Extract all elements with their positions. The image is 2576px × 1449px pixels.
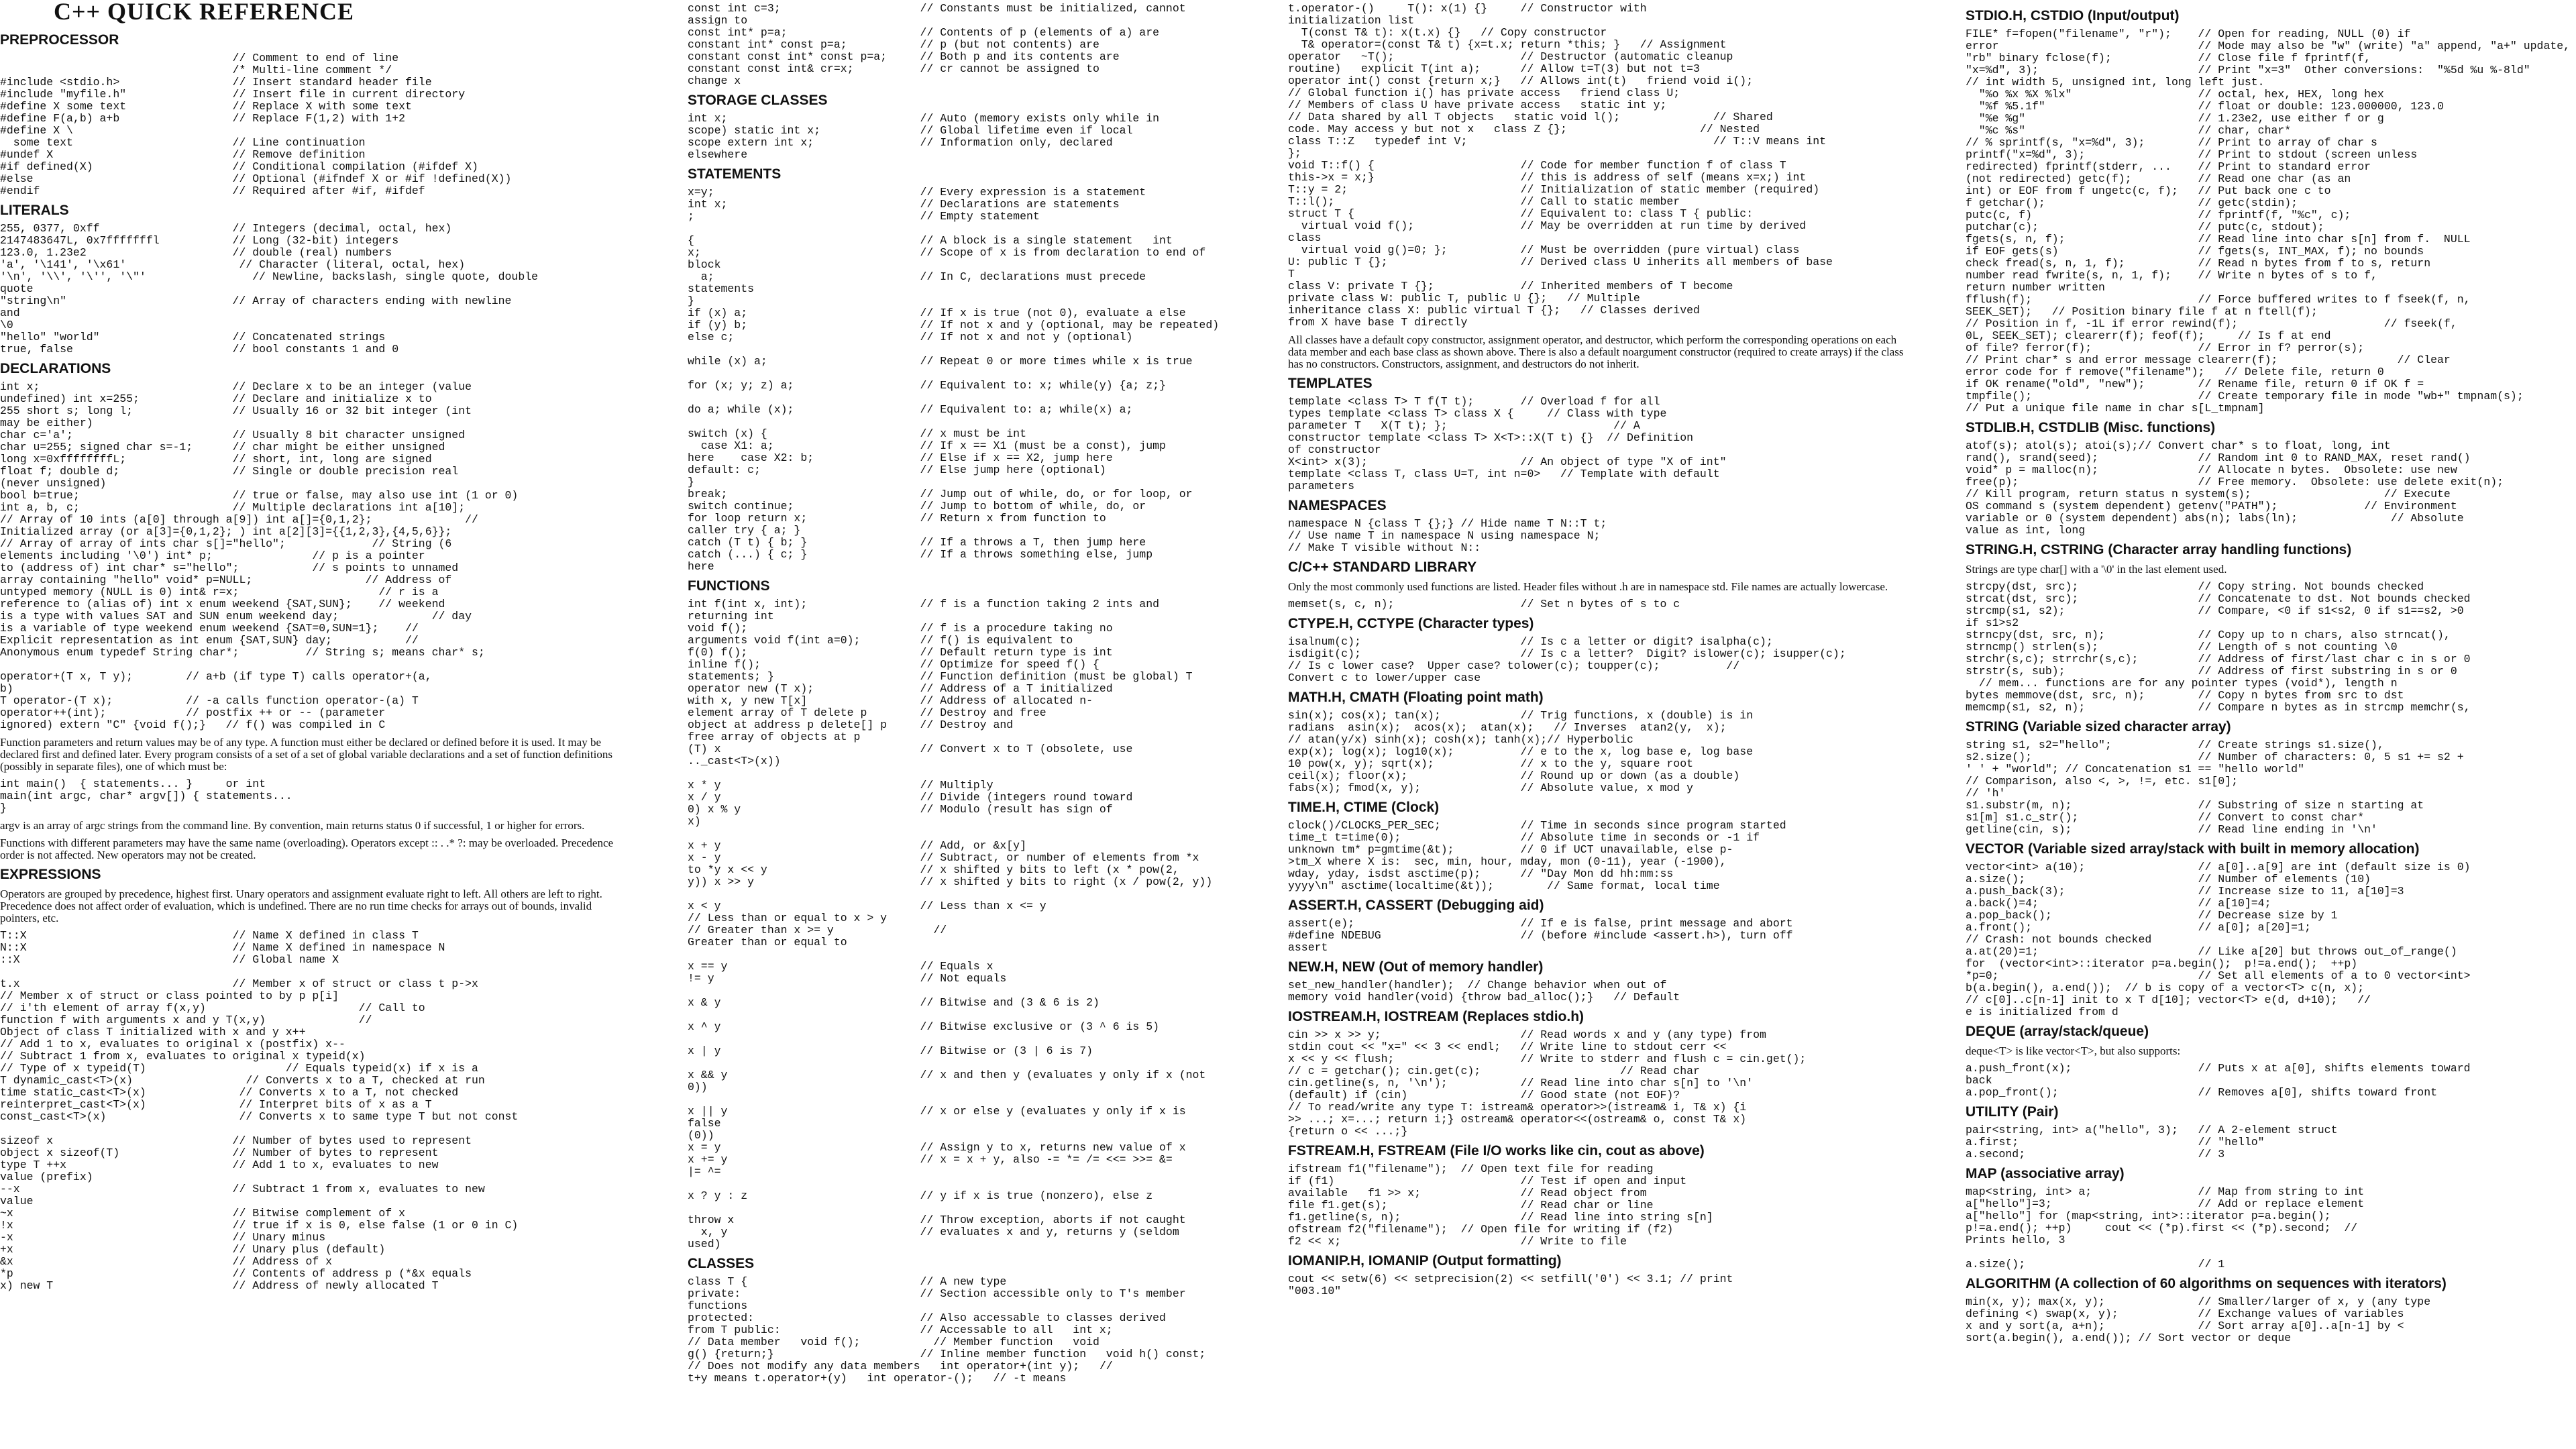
section-heading: NAMESPACES	[1288, 498, 1387, 513]
reference-section	[1966, 420, 2573, 537]
reference-section	[688, 166, 1305, 573]
reference-section	[1288, 690, 1905, 794]
section-heading: STRING (Variable sized character array)	[1966, 719, 2231, 735]
section-heading: IOSTREAM.H, IOSTREAM (Replaces stdio.h)	[1288, 1009, 1585, 1024]
section-heading: STATEMENTS	[688, 166, 782, 182]
reference-section	[688, 1256, 1305, 1385]
prose-paragraph: Functions with different parameters may have the same name (overloading). Operators except :: . .* ?: may be overloaded. Precedence order is not affected. New operators may not be created.	[0, 837, 614, 861]
code-block: a.push_front(x); // Puts x at a[0], shifts elements toward back a.pop_front(); // Removes a[0], shifts toward front	[1966, 1062, 2471, 1099]
code-block: min(x, y); max(x, y); // Smaller/larger of x, y (any type defining <) swap(x, y); // Exchange values of variables x and y sort(a, a+n); // Sort array a[0]..a[n-1] by < sort(a.begin(), a.end()); // Sort vector or deque	[1966, 1295, 2431, 1344]
code-block: template <class T> T f(T t); // Overload f for all types template <class T> class X { // Class with type parameter T X(T t); }; // A constructor template <class T> X<T>::X(T t) {} // Definition of constructor X<int> x(3); // An object of type "X of int" template <class T, class U=T, int n=0> // Template with default parameters	[1288, 395, 1727, 492]
reference-section	[1288, 3, 1905, 370]
section-heading: MATH.H, CMATH (Floating point math)	[1288, 690, 1544, 705]
code-block: 255, 0377, 0xff // Integers (decimal, octal, hex) 2147483647L, 0x7fffffffl // Long (32-bit) integers 123.0, 1.23e2 // double (real) numbers 'a', '\141', '\x61' // Character (literal, octal, hex) '\n', '\\', '\'', '\"' // Newline, backslash, single quote, double quote "string\n" // Array of characters ending with newline and \0 "hello" "world" // Concatenated strings true, false // bool constants 1 and 0	[0, 222, 539, 356]
prose-paragraph: Function parameters and return values may be of any type. A function must either be declared or defined before it is used. It may be declared first and defined later. Every program consists of a set of a set of global variable declarations and a set of function definitions (possibly in separate files), one of which must be:	[0, 736, 612, 773]
code-block: assert(e); // If e is false, print message and abort #define NDEBUG // (before #include <assert.h>), turn off assert	[1288, 917, 1793, 954]
code-block: memset(s, c, n); // Set n bytes of s to c	[1288, 598, 1680, 610]
section-heading: STRING.H, CSTRING (Character array handling functions)	[1966, 542, 2352, 557]
code-block: vector<int> a(10); // a[0]..a[9] are int (default size is 0) a.size(); // Number of elements (10) a.push_back(3); // Increase size to 11, a[10]=3 a.back()=4; // a[10]=4; a.pop_back(); // Decrease size by 1 a.front(); // a[0]; a[20]=1; // Crash: not bounds checked a.at(20)=1; // Like a[20] but throws out_of_range() for (vector<int>::iterator p=a.begin(); p!=a.end(); ++p) *p=0; // Set all elements of a to 0 vector<int> b(a.begin(), a.end()); // b is copy of a vector<T> c(n, x); // c[0]..c[n-1] init to x T d[10]; vector<T> e(d, d+10); // e is initialized from d	[1966, 861, 2471, 1018]
prose-paragraph: All classes have a default copy constructor, assignment operator, and destructor, which perform the corresponding operations on each data member and each base class as shown above. There is also a default noargument constructor (required to create arrays) if the class has no constructors. Constructors, assignment, and destructors do not inherit.	[1288, 333, 1904, 370]
section-heading: ALGORITHM (A collection of 60 algorithms on sequences with iterators)	[1966, 1276, 2447, 1291]
code-block: t.operator-() T(): x(1) {} // Constructor with initialization list T(const T& t): x(t.x) {} // Copy constructor T& operator=(const T& t) {x=t.x; return *this; } // Assignment operator ~T(); // Destructor (automatic cleanup routine) explicit T(int a); // Allow t=T(3) but not t=3 operator int() const {return x;} // Allows int(t) friend void i(); // Global function i() has private access friend class U; // Members of class U have private access static int y; // Data shared by all T objects static void l(); // Shared code. May access y but not x class Z {}; // Nested class T::Z typedef int V; // T::V means int }; void T::f() { // Code for member function f of class T this->x = x;} // this is address of self (means x=x;) int T::y = 2; // Initialization of static member (required) T::l(); // Call to static member struct T { // Equivalent to: class T { public: virtual void f(); // May be overridden at run time by derived class virtual void g()=0; }; // Must be overridden (pure virtual) class U: public T {}; // Derived class U inherits all members of base T class V: private T {}; // Inherited members of T become private class W: public T, public U {}; // Multiple inheritance class X: public virtual T {}; // Classes derived from X have base T directly	[1288, 3, 1833, 329]
prose-paragraph: Operators are grouped by precedence, highest first. Unary operators and assignment evaluate right to left. All others are left to right. Precedence does not affect order of evaluation, which is undefined. There are no run time checks for arrays out of bounds, invalid pointers, etc.	[0, 888, 602, 924]
code-block: atof(s); atol(s); atoi(s);// Convert char* s to float, long, int rand(), srand(seed); // Random int 0 to RAND_MAX, reset rand() void* p = malloc(n); // Allocate n bytes. Obsolete: use new free(p); // Free memory. Obsolete: use delete exit(n); // Kill program, return status n system(s); // Execute OS command s (system dependent) getenv("PATH"); // Environment variable or 0 (system dependent) abs(n); labs(ln); // Absolute value as int, long	[1966, 439, 2504, 537]
code-block: string s1, s2="hello"; // Create strings s1.size(), s2.size(); // Number of characters: 0, 5 s1 += s2 + ' ' + "world"; // Concatenation s1 == "hello world" // Comparison, also <, >, !=, etc. s1[0]; // 'h' s1.substr(m, n); // Substring of size n starting at s1[m] s1.c_str(); // Convert to const char* getline(cin, s); // Read line ending in '\n'	[1966, 739, 2464, 836]
code-block: cout << setw(6) << setprecision(2) << setfill('0') << 3.1; // print "003.10"	[1288, 1273, 1733, 1297]
reference-section	[1966, 1104, 2573, 1161]
prose-paragraph: Only the most commonly used functions are listed. Header files without .h are in namespace std. File names are actually lowercase.	[1288, 580, 1888, 593]
section-heading: DEQUE (array/stack/queue)	[1966, 1024, 2149, 1039]
reference-section	[688, 3, 1305, 87]
code-block: map<string, int> a; // Map from string to int a["hello"]=3; // Add or replace element a["hello"] for (map<string, int>::iterator p=a.begin(); p!=a.end(); ++p) cout << (*p).first << (*p).second; // Prints hello, 3 a.size(); // 1	[1966, 1185, 2365, 1271]
section-heading: STDIO.H, CSTDIO (Input/output)	[1966, 8, 2180, 23]
reference-section	[1966, 1024, 2573, 1099]
reference-section	[0, 867, 617, 1292]
section-heading: TIME.H, CTIME (Clock)	[1288, 800, 1440, 815]
reference-section	[1966, 1276, 2573, 1344]
document-title: C++ QUICK REFERENCE	[54, 0, 355, 25]
section-heading: NEW.H, NEW (Out of memory handler)	[1288, 959, 1544, 975]
section-heading: CLASSES	[688, 1256, 755, 1271]
reference-section	[0, 203, 617, 356]
reference-section	[1966, 841, 2573, 1018]
column-2	[688, 3, 1305, 1449]
section-heading: DECLARATIONS	[0, 361, 111, 376]
code-block: ifstream f1("filename"); // Open text file for reading if (f1) // Test if open and input available f1 >> x; // Read object from file f1.get(s); // Read char or line f1.getline(s, n); // Read line into string s[n] ofstream f2("filename"); // Open file for writing if (f2) f2 << x; // Write to file	[1288, 1163, 1713, 1248]
code-block: const int c=3; // Constants must be initialized, cannot assign to const int* p=a; // Contents of p (elements of a) are constant int* const p=a; // p (but not contents) are constant const int* const p=a; // Both p and its contents are constant const int& cr=x; // cr cannot be assigned to change x	[688, 3, 1186, 87]
column-3	[1288, 3, 1905, 1449]
reference-section	[1288, 1009, 1905, 1138]
section-heading: VECTOR (Variable sized array/stack with built in memory allocation)	[1966, 841, 2420, 857]
reference-section	[1288, 616, 1905, 684]
code-block: isalnum(c); // Is c a letter or digit? isalpha(c); isdigit(c); // Is c a letter? Digit? islower(c); isupper(c); // Is c lower case? Upper case? tolower(c); toupper(c); // Convert c to lower/upper case	[1288, 635, 1846, 684]
code-block: int x; // Auto (memory exists only while in scope) static int x; // Global lifetime even if local scope extern int x; // Information only, declared elsewhere	[688, 112, 1160, 161]
code-block: pair<string, int> a("hello", 3); // A 2-element struct a.first; // "hello" a.second; // 3	[1966, 1124, 2338, 1161]
section-heading: ASSERT.H, CASSERT (Debugging aid)	[1288, 898, 1544, 913]
code-block: cin >> x >> y; // Read words x and y (any type) from stdin cout << "x=" << 3 << endl; // Write line to stdout cerr << x << y << flush; // Write to stderr and flush c = cin.get(); // c = getchar(); cin.get(c); // Read char cin.getline(s, n, '\n'); // Read line into char s[n] to '\n' (default) if (cin) // Good state (not EOF)? // To read/write any type T: istream& operator>>(istream& i, T& x) {i >> ...; x=...; return i;} ostream& operator<<(ostream& o, const T& x) {return o << ...;}	[1288, 1028, 1807, 1138]
section-heading: MAP (associative array)	[1966, 1166, 2125, 1181]
code-block: T::X // Name X defined in class T N::X // Name X defined in namespace N ::X // Global name X t.x // Member x of struct or class t p->x // Member x of struct or class pointed to by p p[i] // i'th element of array f(x,y) // Call to function f with arguments x and y T(x,y) // Object of class T initialized with x and y x++ // Add 1 to x, evaluates to original x (postfix) x-- // Subtract 1 from x, evaluates to original x typeid(x) // Type of x typeid(T) // Equals typeid(x) if x is a T dynamic_cast<T>(x) // Converts x to a T, checked at run time static_cast<T>(x) // Converts x to a T, not checked reinterpret_cast<T>(x) // Interpret bits of x as a T const_cast<T>(x) // Converts x to same type T but not const sizeof x // Number of bytes used to represent object x sizeof(T) // Number of bytes to represent type T ++x // Add 1 to x, evaluates to new value (prefix) --x // Subtract 1 from x, evaluates to new value ~x // Bitwise complement of x !x // true if x is 0, else false (1 or 0 in C) -x // Unary minus +x // Unary plus (default) &x // Address of x *p // Contents of address p (*&x equals x) new T // Address of newly allocated T	[0, 929, 519, 1292]
code-block: x=y; // Every expression is a statement int x; // Declarations are statements ; // Empty statement { // A block is a single statement int x; // Scope of x is from declaration to end of block a; // In C, declarations must precede statements } if (x) a; // If x is true (not 0), evaluate a else if (y) b; // If not x and y (optional, may be repeated) else c; // If not x and not y (optional) while (x) a; // Repeat 0 or more times while x is true for (x; y; z) a; // Equivalent to: x; while(y) {a; z;} do a; while (x); // Equivalent to: a; while(x) a; switch (x) { // x must be int case X1: a; // If x == X1 (must be a const), jump here case X2: b; // Else if x == X2, jump here default: c; // Else jump here (optional) } break; // Jump out of while, do, or for loop, or switch continue; // Jump to bottom of while, do, or for loop return x; // Return x from function to caller try { a; } catch (T t) { b; } // If a throws a T, then jump here catch (...) { c; } // If a throws something else, jump here	[688, 186, 1220, 573]
reference-section	[688, 93, 1305, 161]
code-block: sin(x); cos(x); tan(x); // Trig functions, x (double) is in radians asin(x); acos(x); atan(x); // Inverses atan2(y, x); // atan(y/x) sinh(x); cosh(x); tanh(x);// Hyperbolic exp(x); log(x); log10(x); // e to the x, log base e, log base 10 pow(x, y); sqrt(x); // x to the y, square root ceil(x); floor(x); // Round up or down (as a double) fabs(x); fmod(x, y); // Absolute value, x mod y	[1288, 709, 1754, 794]
prose-paragraph: Strings are type char[] with a '\0' in the last element used.	[1966, 563, 2227, 576]
reference-section	[1288, 959, 1905, 1004]
code-block: FILE* f=fopen("filename", "r"); // Open for reading, NULL (0) if error // Mode may also be "w" (write) "a" append, "a+" update, "rb" binary fclose(f); // Close file f fprintf(f, "x=%d", 3); // Print "x=3" Other conversions: "%5d %u %-8ld" // int width 5, unsigned int, long left just. "%o %x %X %lx" // octal, hex, HEX, long hex "%f %5.1f" // float or double: 123.000000, 123.0 "%e %g" // 1.23e2, use either f or g "%c %s" // char, char* // % sprintf(s, "x=%d", 3); // Print to array of char s printf("x=%d", 3); // Print to stdout (screen unless redirected) fprintf(stderr, ... // Print to standard error (not redirected) getc(f); // Read one char (as an int) or EOF from f ungetc(c, f); // Put back one c to f getchar(); // getc(stdin); putc(c, f) // fprintf(f, "%c", c); putchar(c); // putc(c, stdout); fgets(s, n, f); // Read line into char s[n] from f. NULL if EOF gets(s) // fgets(s, INT_MAX, f); no bounds check fread(s, n, 1, f); // Read n bytes from f to s, return number read fwrite(s, n, 1, f); // Write n bytes of s to f, return number written fflush(f); // Force buffered writes to f fseek(f, n, SEEK_SET); // Position binary file f at n ftell(f); // Position in f, -1L if error rewind(f); // fseek(f, 0L, SEEK_SET); clearerr(f); feof(f); // Is f at end of file? ferror(f); // Error in f? perror(s); // Print char* s and error message clearerr(f); // Clear error code for f remove("filename"); // Delete file, return 0 if OK rename("old", "new"); // Rename file, return 0 if OK f = tmpfile(); // Create temporary file in mode "wb+" tmpnam(s); // Put a unique file name in char s[L_tmpnam]	[1966, 28, 2571, 415]
section-heading: FUNCTIONS	[688, 578, 770, 594]
prose-paragraph: deque<T> is like vector<T>, but also supports:	[1966, 1044, 2181, 1057]
code-block: clock()/CLOCKS_PER_SEC; // Time in seconds since program started time_t t=time(0); // Absolute time in seconds or -1 if unknown tm* p=gmtime(&t); // 0 if UCT unavailable, else p- >tm_X where X is: sec, min, hour, mday, mon (0-11), year (-1900), wday, yday, isdst asctime(p); // "Day Mon dd hh:mm:ss yyyy\n" asctime(localtime(&t)); // Same format, local time	[1288, 819, 1786, 892]
column-1	[0, 27, 617, 1449]
reference-section	[1288, 498, 1905, 554]
section-heading: IOMANIP.H, IOMANIP (Output formatting)	[1288, 1253, 1562, 1269]
column-4	[1966, 3, 2573, 1449]
section-heading: STDLIB.H, CSTDLIB (Misc. functions)	[1966, 420, 2216, 435]
section-heading: C/C++ STANDARD LIBRARY	[1288, 559, 1477, 575]
reference-section	[1966, 719, 2573, 836]
reference-section	[1288, 898, 1905, 954]
section-heading: CTYPE.H, CCTYPE (Character types)	[1288, 616, 1534, 631]
code-block: strcpy(dst, src); // Copy string. Not bounds checked strcat(dst, src); // Concatenate to dst. Not bounds checked strcmp(s1, s2); // Compare, <0 if s1<s2, 0 if s1==s2, >0 if s1>s2 strncpy(dst, src, n); // Copy up to n chars, also strncat(), strncmp() strlen(s); // Length of s not counting \0 strchr(s,c); strrchr(s,c); // Address of first/last char c in s or 0 strstr(s, sub); // Address of first substring in s or 0 // mem... functions are for any pointer types (void*), length n bytes memmove(dst, src, n); // Copy n bytes from src to dst memcmp(s1, s2, n); // Compare n bytes as in strcmp memchr(s,	[1966, 580, 2471, 714]
reference-section	[1288, 559, 1905, 610]
prose-paragraph: argv is an array of argc strings from the command line. By convention, main returns status 0 if successful, 1 or higher for errors.	[0, 819, 585, 832]
reference-section	[1288, 1253, 1905, 1297]
reference-section	[0, 32, 617, 197]
code-block: int x; // Declare x to be an integer (value undefined) int x=255; // Declare and initialize x to 255 short s; long l; // Usually 16 or 32 bit integer (int may be either) char c='a'; // Usually 8 bit character unsigned char u=255; signed char s=-1; // char might be either unsigned long x=0xffffffffL; // short, int, long are signed float f; double d; // Single or double precision real (never unsigned) bool b=true; // true or false, may also use int (1 or 0) int a, b, c; // Multiple declarations int a[10]; // Array of 10 ints (a[0] through a[9]) int a[]={0,1,2}; // Initialized array (or a[3]={0,1,2}; ) int a[2][3]={{1,2,3},{4,5,6}}; // Array of array of ints char s[]="hello"; // String (6 elements including '\0') int* p; // p is a pointer to (address of) int char* s="hello"; // s points to unnamed array containing "hello" void* p=NULL; // Address of untyped memory (NULL is 0) int& r=x; // r is a reference to (alias of) int x enum weekend {SAT,SUN}; // weekend is a type with values SAT and SUN enum weekend day; // day is a variable of type weekend enum weekend {SAT=0,SUN=1}; // Explicit representation as int enum {SAT,SUN} day; // Anonymous enum typedef String char*; // String s; means char* s; operator+(T x, T y); // a+b (if type T) calls operator+(a, b) T operator-(T x); // -a calls function operator-(a) T operator++(int); // postfix ++ or -- (parameter ignored) extern "C" {void f();} // f() was compiled in C	[0, 380, 519, 731]
reference-section	[0, 361, 617, 861]
section-heading: UTILITY (Pair)	[1966, 1104, 2059, 1120]
section-heading: TEMPLATES	[1288, 376, 1373, 391]
reference-section	[1966, 8, 2573, 415]
reference-section	[1288, 800, 1905, 892]
code-block: class T { // A new type private: // Section accessible only to T's member functions protected: // Also accessable to classes derived from T public: // Accessable to all int x; // Data member void f(); // Member function void g() {return;} // Inline member function void h() const; // Does not modify any data members int operator+(int y); // t+y means t.operator+(y) int operator-(); // -t means	[688, 1275, 1206, 1385]
section-heading: STORAGE CLASSES	[688, 93, 828, 108]
code-block: // Comment to end of line /* Multi-line comment */ #include <stdio.h> // Insert standard header file #include "myfile.h" // Insert file in current directory #define X some text // Replace X with some text #define F(a,b) a+b // Replace F(1,2) with 1+2 #define X \ some text // Line continuation #undef X // Remove definition #if defined(X) // Conditional compilation (#ifdef X) #else // Optional (#ifndef X or #if !defined(X)) #endif // Required after #if, #ifdef	[0, 52, 512, 197]
section-heading: EXPRESSIONS	[0, 867, 101, 882]
code-block: int f(int x, int); // f is a function taking 2 ints and returning int void f(); // f is a procedure taking no arguments void f(int a=0); // f() is equivalent to f(0) f(); // Default return type is int inline f(); // Optimize for speed f() { statements; } // Function definition (must be global) T operator new (T x); // Address of a T initialized with x, y new T[x] // Address of allocated n- element array of T delete p // Destroy and free object at address p delete[] p // Destroy and free array of objects at p (T) x // Convert x to T (obsolete, use .._cast<T>(x)) x * y // Multiply x / y // Divide (integers round toward 0) x % y // Modulo (result has sign of x) x + y // Add, or &x[y] x - y // Subtract, or number of elements from *x to *y x << y // x shifted y bits to left (x * pow(2, y)) x >> y // x shifted y bits to right (x / pow(2, y)) x < y // Less than x <= y // Less than or equal to x > y // Greater than x >= y // Greater than or equal to x == y // Equals x != y // Not equals x & y // Bitwise and (3 & 6 is 2) x ^ y // Bitwise exclusive or (3 ^ 6 is 5) x | y // Bitwise or (3 | 6 is 7) x && y // x and then y (evaluates y only if x (not 0)) x || y // x or else y (evaluates y only if x is false (0)) x = y // Assign y to x, returns new value of x x += y // x = x + y, also -= *= /= <<= >>= &= |= ^= x ? y : z // y if x is true (nonzero), else z throw x // Throw exception, aborts if not caught x, y // evaluates x and y, returns y (seldom used)	[688, 598, 1213, 1250]
code-block: set_new_handler(handler); // Change behavior when out of memory void handler(void) {throw bad_alloc();} // Default	[1288, 979, 1680, 1004]
section-heading: PREPROCESSOR	[0, 32, 119, 48]
code-block: namespace N {class T {};} // Hide name T N::T t; // Use name T in namespace N using namespace N; // Make T visible without N::	[1288, 517, 1607, 554]
reference-section	[1966, 542, 2573, 714]
reference-section	[688, 578, 1305, 1250]
code-block: int main() { statements... } or int main(int argc, char* argv[]) { statements... }	[0, 777, 292, 814]
reference-section	[1288, 376, 1905, 492]
section-heading: FSTREAM.H, FSTREAM (File I/O works like cin, cout as above)	[1288, 1143, 1705, 1159]
reference-section	[1288, 1143, 1905, 1248]
section-heading: LITERALS	[0, 203, 69, 218]
reference-section	[1966, 1166, 2573, 1271]
